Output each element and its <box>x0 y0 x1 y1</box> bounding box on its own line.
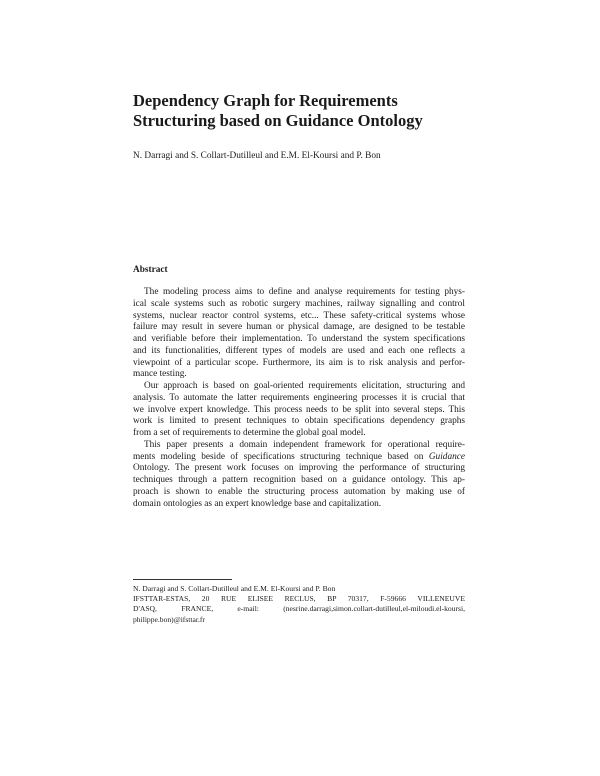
abstract-paragraph-2 <box>133 381 465 440</box>
text-line: and its functionalities, different types of models are used and each one reflects a <box>133 345 465 356</box>
text-line <box>133 452 465 464</box>
paper-title <box>133 91 473 131</box>
text-line: analysis. To automate the latter requirements engineering processes it is crucial that <box>133 392 465 403</box>
abstract-body <box>133 287 465 510</box>
text-line: The modeling process aims to define and analyse requirements for testing phys- <box>144 287 465 297</box>
text-line: proach is shown to enable the structuring process automation by making use of <box>133 486 465 497</box>
footnote <box>133 584 465 625</box>
text-run: ments modeling beside of specifications structuring technique based on <box>133 451 429 462</box>
text-line: from a set of requirements to determine the global goal model. <box>133 428 366 438</box>
text-line: domain ontologies as an expert knowledge base and capitalization. <box>133 498 382 509</box>
abstract-heading: Abstract <box>133 265 168 275</box>
text-line: mance testing. <box>133 369 187 380</box>
text-line: failure may result in severe human or physical damage, are designed to be testable <box>133 322 465 333</box>
text-line: Our approach is based on goal-oriented requirements elicitation, structuring and <box>144 381 465 391</box>
text-line: we involve expert knowledge. This process needs to be split into several steps. This <box>133 404 465 415</box>
author-list: N. Darragi and S. Collart-Dutilleul and E.M. El-Koursi and P. Bon <box>133 151 381 161</box>
title-line: Dependency Graph for Requirements <box>133 91 398 110</box>
abstract-paragraph-3 <box>133 440 465 511</box>
text-line: This paper presents a domain independent framework for operational require- <box>144 439 465 450</box>
text-line: viewpoint of a particular scope. Furthermore, its aim is to risk analysis and perfor- <box>133 357 465 368</box>
footnote-divider <box>133 579 232 580</box>
title-line: Structuring based on Guidance Ontology <box>133 111 423 130</box>
footnote-authors: N. Darragi and S. Collart-Dutilleul and E.M. El-Koursi and P. Bon <box>133 584 336 593</box>
footnote-affiliation: IFSTTAR-ESTAS, 20 RUE ELISEE RECLUS, BP 70317, F-59666 VILLENEUVE <box>133 594 465 604</box>
text-line: techniques through a pattern recognition based on a guidance ontology. This ap- <box>133 475 465 485</box>
text-line: work is limited to present techniques to obtain specifications dependency graphs <box>133 416 465 427</box>
emphasis-text: Guidance <box>428 451 465 462</box>
text-line: and verifiable before their implementation. To understand the system specifications <box>133 334 465 344</box>
footnote-email: D'ASQ, FRANCE, e-mail: (nesrine.darragi,simon.collart-dutilleul,el-miloudi.el-koursi, <box>133 604 465 614</box>
text-line: Ontology. The present work focuses on improving the performance of structuring <box>133 463 465 474</box>
footnote-email-domain: philippe.bon)@ifsttar.fr <box>133 614 205 624</box>
abstract-paragraph-1 <box>133 287 465 381</box>
text-line: systems, nuclear reactor control systems, etc... These safety-critical systems whose <box>133 310 465 321</box>
text-line: ical scale systems such as robotic surgery machines, railway signalling and control <box>133 298 465 309</box>
